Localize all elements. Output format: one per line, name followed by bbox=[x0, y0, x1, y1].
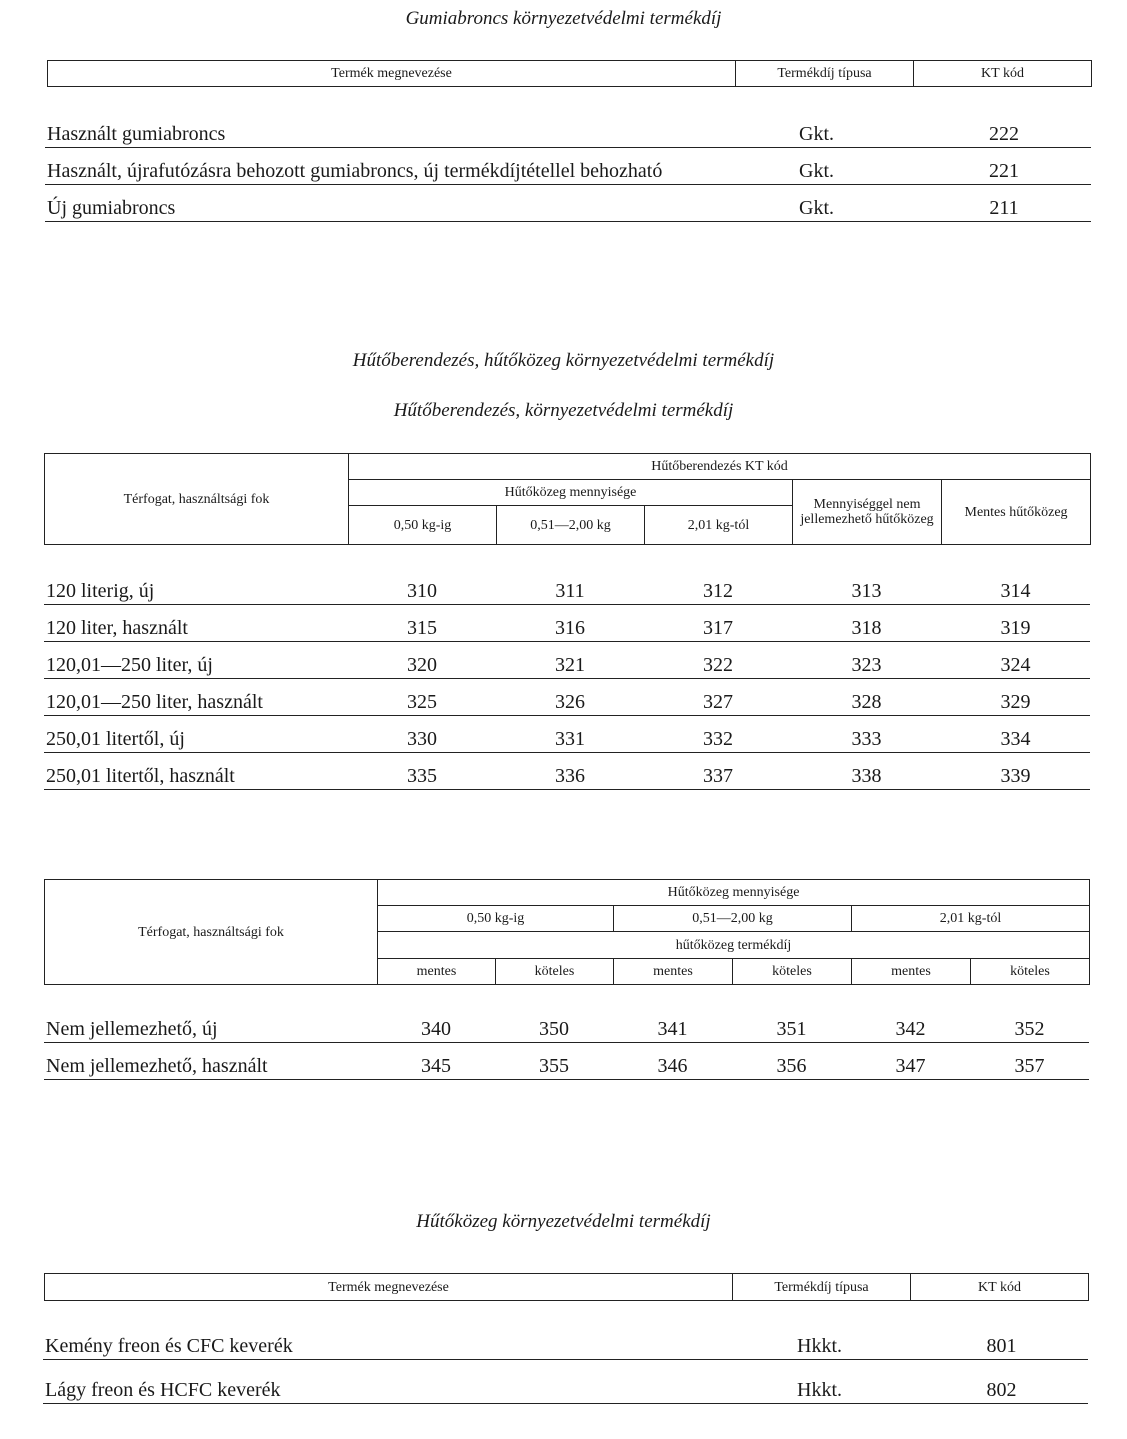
kt-code-cell: 352 bbox=[970, 1005, 1089, 1042]
cooling-t2-qty-col: 0,50 kg-ig bbox=[378, 906, 614, 932]
tire-rows-table bbox=[45, 107, 1091, 222]
cooling-t2-group-header: Hűtőközeg mennyisége bbox=[378, 880, 1090, 906]
refrigerant-row-name: Kemény freon és CFC keverék bbox=[43, 1317, 795, 1359]
table-row bbox=[44, 678, 1090, 715]
table-row bbox=[45, 184, 1091, 221]
tire-row-name: Használt gumiabroncs bbox=[45, 107, 797, 147]
cooling-t1-qty-col: 2,01 kg-tól bbox=[645, 506, 793, 545]
cooling-t1-col-not-measurable: Mennyiséggel nem jellemezhető hűtőközeg bbox=[793, 480, 942, 545]
tire-row-code: 222 bbox=[917, 107, 1091, 147]
cooling-t2-fee-col: mentes bbox=[378, 959, 496, 985]
table-row bbox=[44, 567, 1090, 604]
kt-code-cell: 311 bbox=[496, 567, 644, 604]
cooling-t2-qty-col: 2,01 kg-tól bbox=[852, 906, 1090, 932]
cooling-t1-qty-col: 0,51—2,00 kg bbox=[497, 506, 645, 545]
kt-code-cell: 355 bbox=[495, 1042, 613, 1079]
cooling-section-title: Hűtőberendezés, hűtőközeg környezetvédelmi termékdíj bbox=[352, 350, 775, 371]
refrigerant-header-table bbox=[44, 1273, 1089, 1301]
kt-code-cell: 314 bbox=[941, 567, 1090, 604]
cooling-t2-fee-col: mentes bbox=[852, 959, 971, 985]
kt-code-cell: 351 bbox=[732, 1005, 851, 1042]
kt-code-cell: 310 bbox=[348, 567, 496, 604]
tire-header-table bbox=[47, 60, 1092, 87]
refrigerant-row-name: Lágy freon és HCFC keverék bbox=[43, 1359, 795, 1403]
tire-row-name: Használt, újrafutózásra behozott gumiabroncs, új termékdíjtétellel behozható bbox=[45, 147, 797, 184]
cooling-t1-row-label: 120,01—250 liter, használt bbox=[44, 678, 348, 715]
cooling-t1-group-header: Hűtőberendezés KT kód bbox=[349, 454, 1091, 480]
refrigerant-row-type: Hkkt. bbox=[795, 1359, 915, 1403]
table-row bbox=[45, 107, 1091, 147]
kt-code-cell: 320 bbox=[348, 641, 496, 678]
kt-code-cell: 339 bbox=[941, 752, 1090, 789]
tire-row-code: 221 bbox=[917, 147, 1091, 184]
kt-code-cell: 338 bbox=[792, 752, 941, 789]
refrigerant-header-code: KT kód bbox=[911, 1274, 1089, 1301]
kt-code-cell: 357 bbox=[970, 1042, 1089, 1079]
cooling-table2-header bbox=[44, 879, 1090, 985]
tire-row-type: Gkt. bbox=[797, 184, 917, 221]
kt-code-cell: 340 bbox=[377, 1005, 495, 1042]
cooling-t2-fee-col: köteles bbox=[971, 959, 1090, 985]
refrigerant-row-code: 801 bbox=[915, 1317, 1088, 1359]
kt-code-cell: 318 bbox=[792, 604, 941, 641]
kt-code-cell: 356 bbox=[732, 1042, 851, 1079]
kt-code-cell: 321 bbox=[496, 641, 644, 678]
cooling-t1-row-header: Térfogat, használtsági fok bbox=[45, 454, 349, 545]
kt-code-cell: 324 bbox=[941, 641, 1090, 678]
kt-code-cell: 332 bbox=[644, 715, 792, 752]
kt-code-cell: 335 bbox=[348, 752, 496, 789]
kt-code-cell: 319 bbox=[941, 604, 1090, 641]
cooling-t2-row-header: Térfogat, használtsági fok bbox=[45, 880, 378, 985]
kt-code-cell: 328 bbox=[792, 678, 941, 715]
tire-section-title: Gumiabroncs környezetvédelmi termékdíj bbox=[405, 8, 722, 29]
kt-code-cell: 334 bbox=[941, 715, 1090, 752]
kt-code-cell: 330 bbox=[348, 715, 496, 752]
tire-row-code: 211 bbox=[917, 184, 1091, 221]
kt-code-cell: 342 bbox=[851, 1005, 970, 1042]
tire-row-name: Új gumiabroncs bbox=[45, 184, 797, 221]
kt-code-cell: 313 bbox=[792, 567, 941, 604]
cooling-t1-row-label: 120,01—250 liter, új bbox=[44, 641, 348, 678]
kt-code-cell: 316 bbox=[496, 604, 644, 641]
table-row bbox=[44, 1005, 1089, 1042]
table-row bbox=[44, 752, 1090, 789]
tire-header-product: Termék megnevezése bbox=[48, 61, 736, 87]
cooling-t2-row-label: Nem jellemezhető, új bbox=[44, 1005, 377, 1042]
cooling-t1-row-label: 120 liter, használt bbox=[44, 604, 348, 641]
kt-code-cell: 350 bbox=[495, 1005, 613, 1042]
tire-row-type: Gkt. bbox=[797, 147, 917, 184]
kt-code-cell: 329 bbox=[941, 678, 1090, 715]
refrigerant-header-product: Termék megnevezése bbox=[45, 1274, 733, 1301]
refrigerant-row-code: 802 bbox=[915, 1359, 1088, 1403]
kt-code-cell: 326 bbox=[496, 678, 644, 715]
kt-code-cell: 315 bbox=[348, 604, 496, 641]
cooling-table2-rows bbox=[44, 1005, 1089, 1080]
table-row bbox=[44, 641, 1090, 678]
table-row bbox=[45, 147, 1091, 184]
table-row bbox=[43, 1359, 1088, 1403]
table-row bbox=[44, 1042, 1089, 1079]
cooling-t1-row-label: 250,01 litertől, használt bbox=[44, 752, 348, 789]
kt-code-cell: 346 bbox=[613, 1042, 732, 1079]
cooling-table1-header bbox=[44, 453, 1091, 545]
refrigerant-header-type: Termékdíj típusa bbox=[733, 1274, 911, 1301]
cooling-t2-row-label: Nem jellemezhető, használt bbox=[44, 1042, 377, 1079]
kt-code-cell: 333 bbox=[792, 715, 941, 752]
kt-code-cell: 337 bbox=[644, 752, 792, 789]
cooling-section-subtitle: Hűtőberendezés, környezetvédelmi termékdíj bbox=[393, 400, 734, 421]
table-row bbox=[44, 715, 1090, 752]
cooling-t2-fee-col: köteles bbox=[733, 959, 852, 985]
kt-code-cell: 347 bbox=[851, 1042, 970, 1079]
cooling-t2-fee-col: köteles bbox=[496, 959, 614, 985]
cooling-t1-row-label: 120 literig, új bbox=[44, 567, 348, 604]
kt-code-cell: 312 bbox=[644, 567, 792, 604]
cooling-t2-fee-header: hűtőközeg termékdíj bbox=[378, 932, 1090, 959]
kt-code-cell: 317 bbox=[644, 604, 792, 641]
tire-row-type: Gkt. bbox=[797, 107, 917, 147]
refrigerant-rows-table bbox=[43, 1317, 1088, 1404]
kt-code-cell: 327 bbox=[644, 678, 792, 715]
kt-code-cell: 325 bbox=[348, 678, 496, 715]
cooling-table1-rows bbox=[44, 567, 1090, 790]
cooling-t1-row-label: 250,01 litertől, új bbox=[44, 715, 348, 752]
tire-header-code: KT kód bbox=[914, 61, 1092, 87]
tire-header-type: Termékdíj típusa bbox=[736, 61, 914, 87]
cooling-t1-col-exempt: Mentes hűtőközeg bbox=[942, 480, 1091, 545]
refrigerant-row-type: Hkkt. bbox=[795, 1317, 915, 1359]
kt-code-cell: 336 bbox=[496, 752, 644, 789]
kt-code-cell: 322 bbox=[644, 641, 792, 678]
table-row bbox=[44, 604, 1090, 641]
kt-code-cell: 323 bbox=[792, 641, 941, 678]
cooling-t2-fee-col: mentes bbox=[614, 959, 733, 985]
cooling-t1-subgroup-header: Hűtőközeg mennyisége bbox=[349, 480, 793, 506]
cooling-t2-qty-col: 0,51—2,00 kg bbox=[614, 906, 852, 932]
kt-code-cell: 345 bbox=[377, 1042, 495, 1079]
table-row bbox=[43, 1317, 1088, 1359]
kt-code-cell: 331 bbox=[496, 715, 644, 752]
cooling-t1-qty-col: 0,50 kg-ig bbox=[349, 506, 497, 545]
refrigerant-section-title: Hűtőközeg környezetvédelmi termékdíj bbox=[416, 1211, 711, 1232]
kt-code-cell: 341 bbox=[613, 1005, 732, 1042]
